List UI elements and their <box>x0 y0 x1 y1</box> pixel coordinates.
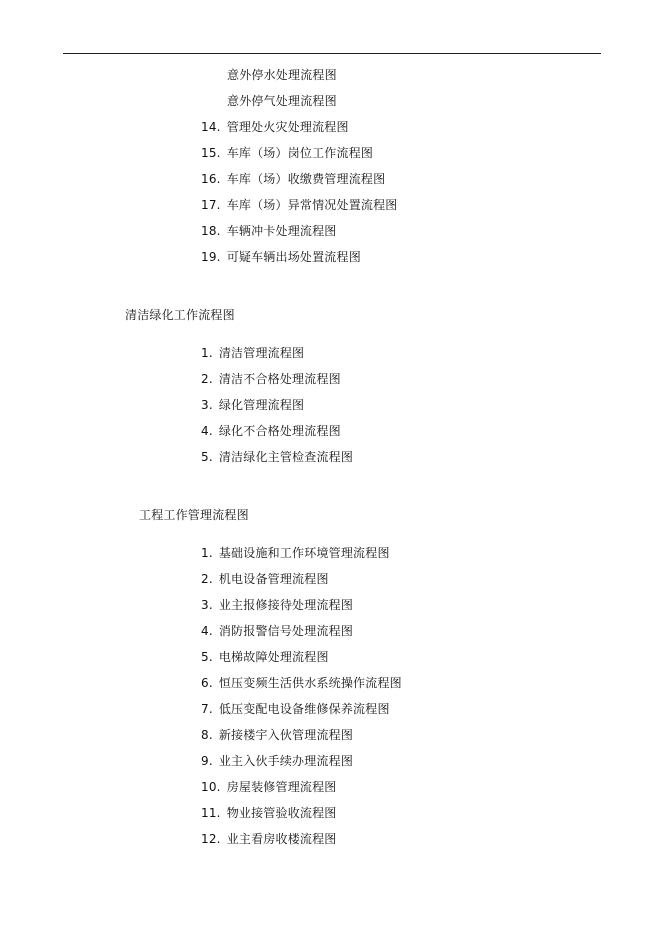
list-item <box>227 93 337 109</box>
list-item <box>201 249 361 265</box>
list-item-text: 业主报修接待处理流程图 <box>218 598 354 612</box>
list-item-text: 车辆冲卡处理流程图 <box>226 224 337 238</box>
list-item <box>201 675 402 691</box>
list-item <box>201 345 304 361</box>
list-item-number: 10. <box>201 780 221 794</box>
list-item-number: 5. <box>201 450 213 464</box>
list-item <box>201 571 329 587</box>
list-item <box>201 727 353 743</box>
list-item-text: 意外停气处理流程图 <box>227 94 337 108</box>
list-item-number: 6. <box>201 676 213 690</box>
list-item-number: 2. <box>201 372 213 386</box>
list-item-text: 业主看房收楼流程图 <box>226 832 337 846</box>
list-item-number: 3. <box>201 398 213 412</box>
list-item <box>201 449 353 465</box>
list-item-number: 15. <box>201 146 221 160</box>
list-item-text: 恒压变频生活供水系统操作流程图 <box>218 676 402 690</box>
list-item <box>201 779 337 795</box>
list-item-number: 19. <box>201 250 221 264</box>
list-item <box>201 397 304 413</box>
list-item <box>201 701 390 717</box>
list-item-text: 新接楼宇入伙管理流程图 <box>218 728 354 742</box>
list-item-text: 车库（场）岗位工作流程图 <box>226 146 374 160</box>
list-item <box>201 805 337 821</box>
list-item-number: 16. <box>201 172 221 186</box>
list-item-text: 管理处火灾处理流程图 <box>226 120 349 134</box>
list-item <box>201 597 353 613</box>
list-item-number: 1. <box>201 546 213 560</box>
list-item-number: 5. <box>201 650 213 664</box>
list-item-number: 2. <box>201 572 213 586</box>
list-item-text: 清洁管理流程图 <box>218 346 305 360</box>
list-item <box>201 545 390 561</box>
list-item-number: 11. <box>201 806 221 820</box>
list-item-text: 业主入伙手续办理流程图 <box>218 754 354 768</box>
header-rule <box>63 53 601 54</box>
list-item-number: 14. <box>201 120 221 134</box>
list-item <box>201 197 398 213</box>
list-item-text: 绿化不合格处理流程图 <box>218 424 341 438</box>
list-item-text: 可疑车辆出场处置流程图 <box>226 250 361 264</box>
list-item <box>201 371 341 387</box>
list-item-number: 9. <box>201 754 213 768</box>
list-item <box>201 119 349 135</box>
list-item-text: 清洁不合格处理流程图 <box>218 372 341 386</box>
list-item-number: 12. <box>201 832 221 846</box>
list-item <box>201 423 341 439</box>
list-item-text: 低压变配电设备维修保养流程图 <box>218 702 390 716</box>
list-item-number: 1. <box>201 346 213 360</box>
list-item-number: 7. <box>201 702 213 716</box>
list-item-number: 4. <box>201 624 213 638</box>
list-item <box>201 753 353 769</box>
list-item-text: 基础设施和工作环境管理流程图 <box>218 546 390 560</box>
list-item <box>201 623 353 639</box>
list-item <box>227 67 337 83</box>
list-item-text: 消防报警信号处理流程图 <box>218 624 354 638</box>
section-heading: 工程工作管理流程图 <box>139 508 249 522</box>
list-item <box>201 649 329 665</box>
list-item-text: 意外停水处理流程图 <box>227 68 337 82</box>
list-item-number: 18. <box>201 224 221 238</box>
list-item <box>201 145 373 161</box>
list-item-text: 房屋装修管理流程图 <box>226 780 337 794</box>
list-item-text: 车库（场）收缴费管理流程图 <box>226 172 386 186</box>
list-item <box>201 171 385 187</box>
list-item-number: 8. <box>201 728 213 742</box>
section-heading: 清洁绿化工作流程图 <box>125 308 235 322</box>
list-item-text: 清洁绿化主管检查流程图 <box>218 450 354 464</box>
list-item-number: 3. <box>201 598 213 612</box>
list-item-text: 电梯故障处理流程图 <box>218 650 329 664</box>
list-item-number: 17. <box>201 198 221 212</box>
list-item-text: 绿化管理流程图 <box>218 398 305 412</box>
list-item-text: 车库（场）异常情况处置流程图 <box>226 198 398 212</box>
list-item-number: 4. <box>201 424 213 438</box>
list-item-text: 机电设备管理流程图 <box>218 572 329 586</box>
list-item <box>201 223 337 239</box>
list-item-text: 物业接管验收流程图 <box>226 806 337 820</box>
list-item <box>201 831 337 847</box>
